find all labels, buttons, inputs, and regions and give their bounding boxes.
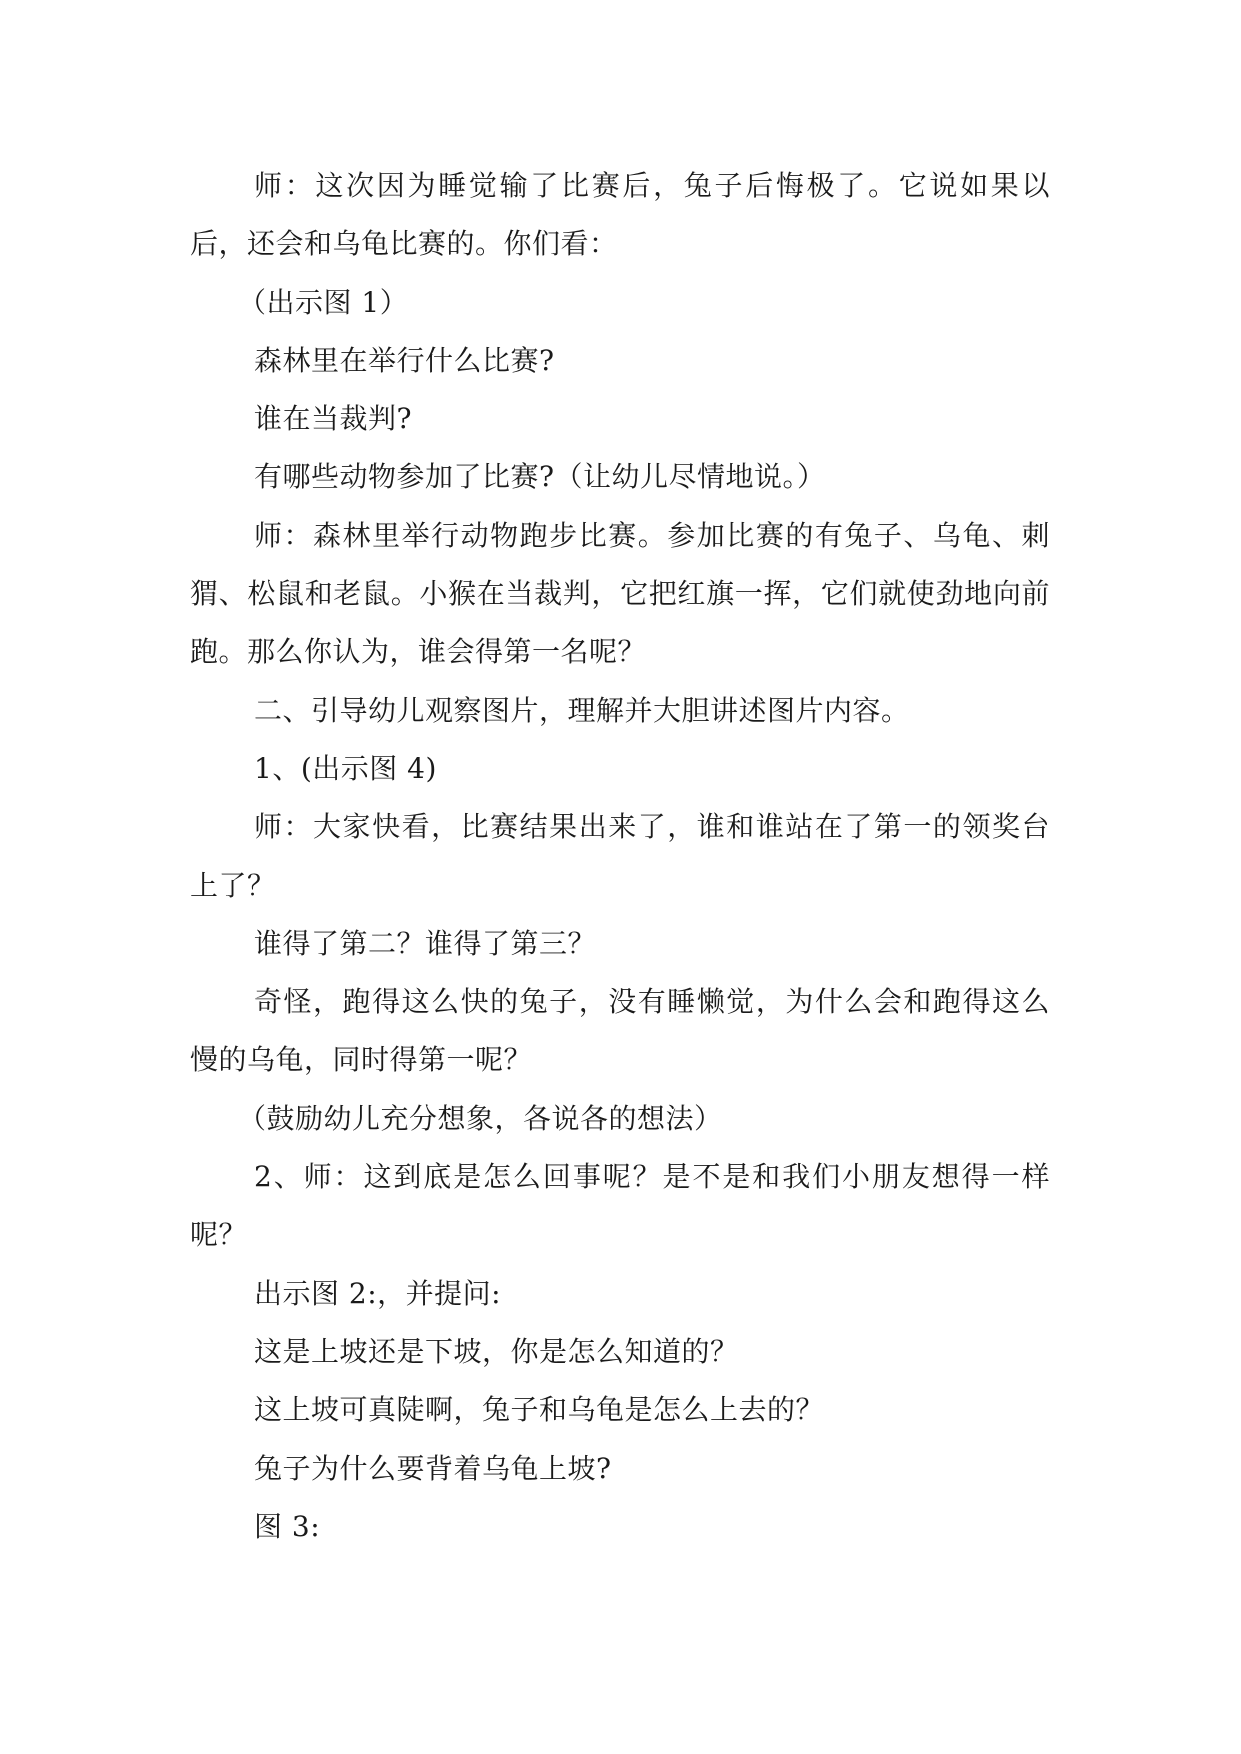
paragraph-question-strange: 奇怪，跑得这么快的兔子，没有睡懒觉，为什么会和跑得这么慢的乌龟，同时得第一呢？ (190, 985, 1050, 1077)
paragraph-question-animals: 有哪些动物参加了比赛?（让幼儿尽情地说。） (254, 460, 826, 494)
paragraph-question-competition: 森林里在举行什么比赛? (254, 343, 555, 377)
paragraph-teacher-race: 师：森林里举行动物跑步比赛。参加比赛的有兔子、乌龟、刺猬、松鼠和老鼠。小猴在当裁判，它把红旗一挥，它们就使劲地向前跑。那么你认为，谁会得第一名呢？ (190, 518, 1050, 669)
paragraph-figure-3: 图 3: (254, 1509, 321, 1543)
paragraph-show-figure-2: 出示图 2:，并提问: (254, 1276, 502, 1310)
paragraph-question-slope: 这是上坡还是下坡，你是怎么知道的？ (254, 1334, 739, 1368)
paragraph-question-carry: 兔子为什么要背着乌龟上坡? (254, 1451, 612, 1485)
paragraph-question-referee: 谁在当裁判? (254, 402, 413, 436)
paragraph-show-figure-4: 1、(出示图 4) (254, 751, 437, 785)
paragraph-encourage: （鼓励幼儿充分想象，各说各的想法） (238, 1101, 723, 1135)
paragraph-teacher-intro: 师：这次因为睡觉输了比赛后，兔子后悔极了。它说如果以后，还会和乌龟比赛的。你们看： (190, 169, 1050, 261)
paragraph-show-figure-1: （出示图 1） (238, 285, 409, 319)
paragraph-teacher-what-happened: 2、师：这到底是怎么回事呢？是不是和我们小朋友想得一样呢？ (190, 1160, 1050, 1252)
paragraph-question-second-third: 谁得了第二？谁得了第三？ (254, 926, 597, 960)
paragraph-section-two: 二、引导幼儿观察图片，理解并大胆讲述图片内容。 (254, 693, 910, 727)
document-body (190, 157, 1050, 1556)
paragraph-question-steep: 这上坡可真陡啊，兔子和乌龟是怎么上去的？ (254, 1393, 825, 1427)
paragraph-teacher-results: 师：大家快看，比赛结果出来了，谁和谁站在了第一的领奖台上了？ (190, 810, 1050, 902)
